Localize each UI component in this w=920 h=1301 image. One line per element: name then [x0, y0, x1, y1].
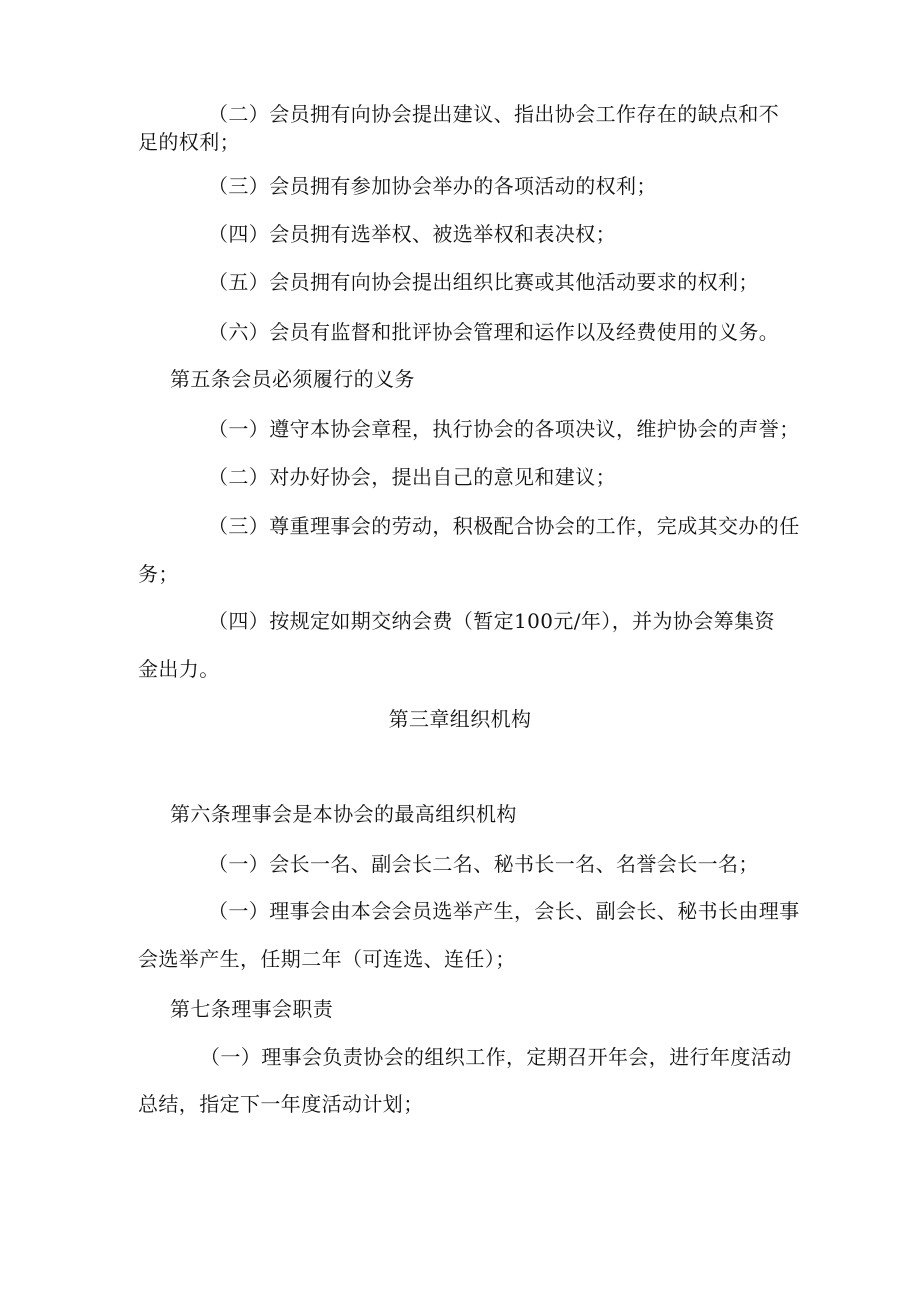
- paragraph-line: （一）理事会负责协会的组织工作，定期召开年会，进行年度活动: [200, 1045, 792, 1069]
- paragraph-line: （三）尊重理事会的劳动，积极配合协会的工作，完成其交办的任: [208, 514, 800, 538]
- paragraph-line: （五）会员拥有向协会提出组织比赛或其他活动要求的权利；: [208, 270, 759, 294]
- article-heading: 第五条会员必须履行的义务: [170, 367, 415, 391]
- paragraph-line: 总结，指定下一年度活动计划；: [138, 1092, 424, 1116]
- paragraph-line: （一）理事会由本会会员选举产生，会长、副会长、秘书长由理事: [208, 899, 800, 923]
- chapter-title: 第三章组织机构: [388, 707, 532, 731]
- paragraph-line: 务；: [138, 562, 179, 586]
- paragraph-line: （一）遵守本协会章程，执行协会的各项决议，维护协会的声誉；: [208, 417, 800, 441]
- paragraph-line: 会选举产生，任期二年（可连选、连任）；: [138, 947, 516, 971]
- article-heading: 第六条理事会是本协会的最高组织机构: [170, 802, 517, 826]
- paragraph-line: 金出力。: [138, 657, 220, 681]
- paragraph-line: （二）会员拥有向协会提出建议、指出协会工作存在的缺点和不: [208, 102, 780, 126]
- paragraph-line: （一）会长一名、副会长二名、秘书长一名、名誉会长一名；: [208, 852, 759, 876]
- paragraph-line: （三）会员拥有参加协会举办的各项活动的权利；: [208, 174, 657, 198]
- article-heading: 第七条理事会职责: [170, 997, 334, 1021]
- paragraph-line: （二）对办好协会，提出自己的意见和建议；: [208, 465, 616, 489]
- paragraph-line: （四）按规定如期交纳会费（暂定100元/年），并为协会筹集资: [208, 609, 775, 633]
- paragraph-line: 足的权利；: [138, 130, 240, 154]
- paragraph-line: （四）会员拥有选举权、被选举权和表决权；: [208, 222, 616, 246]
- paragraph-line: （六）会员有监督和批评协会管理和运作以及经费使用的义务。: [208, 320, 780, 344]
